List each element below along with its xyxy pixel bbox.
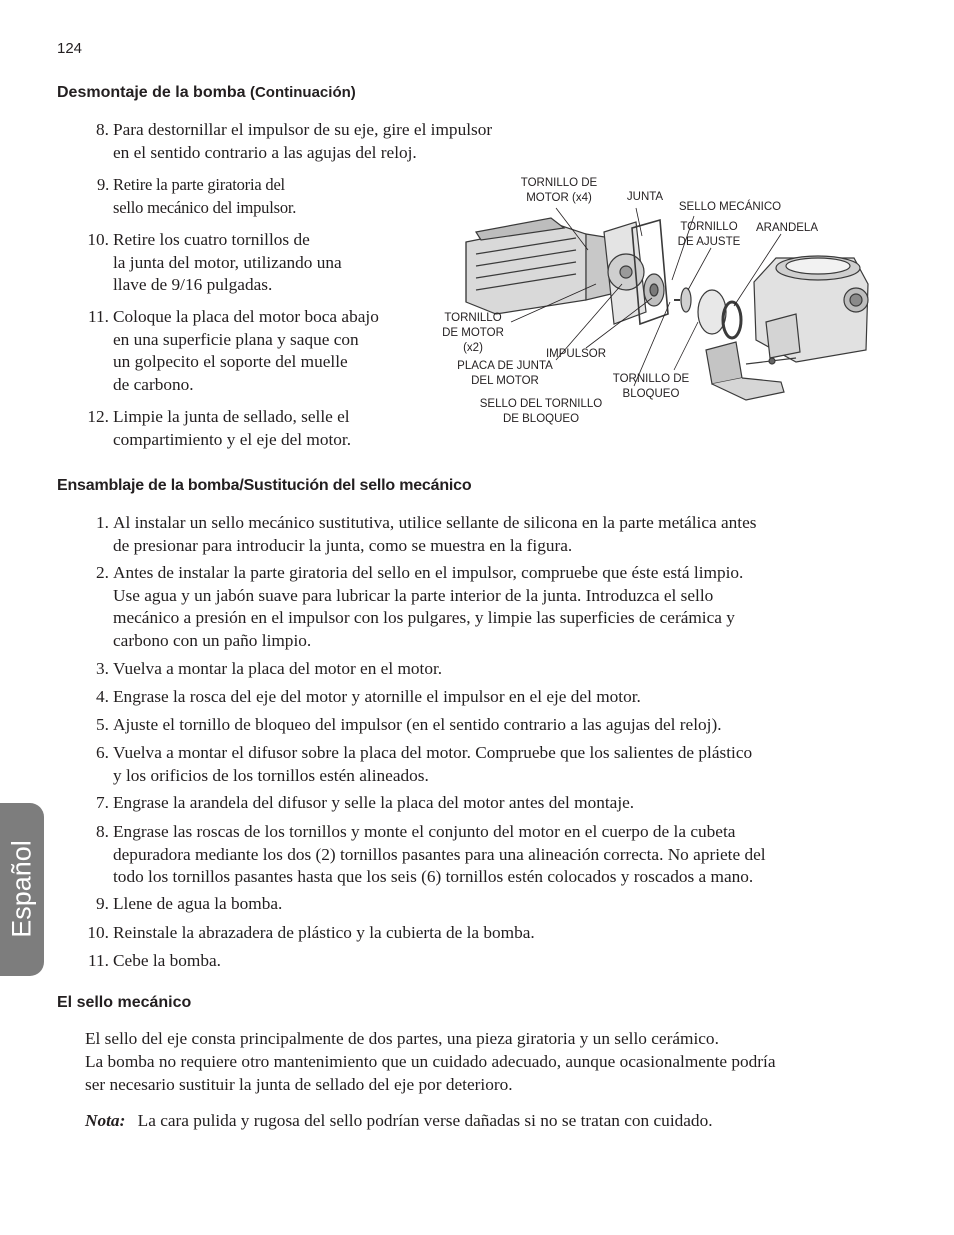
language-side-tab-label: Español bbox=[6, 840, 37, 938]
list-item-line: depuradora mediante los dos (2) tornillos pasantes para una alineación correcta. No apriete del bbox=[113, 844, 766, 864]
list-item bbox=[96, 821, 853, 889]
list-item-line: carbono con un paño limpio. bbox=[113, 630, 312, 650]
callout-placa-junta-motor bbox=[450, 359, 560, 389]
list-item-line: Retire los cuatro tornillos de bbox=[113, 230, 310, 249]
list-item-line: Para destornillar el impulsor de su eje, gire el impulsor bbox=[113, 120, 493, 139]
list-item bbox=[96, 686, 853, 709]
seal-illustration bbox=[681, 288, 691, 312]
note-label: Nota: bbox=[85, 1111, 126, 1130]
paragraph: El sello del eje consta principalmente de dos partes, una pieza giratoria y un sello cerámico. bbox=[85, 1029, 719, 1048]
callout-line: TORNILLO DE bbox=[612, 373, 690, 385]
list-item-number: 2. bbox=[96, 563, 109, 582]
callout-line: TORNILLO DE bbox=[520, 177, 598, 189]
list-item-line: Reinstale la abrazadera de plástico y la cubierta de la bomba. bbox=[113, 923, 535, 942]
paragraph-line: ser necesario sustituir la junta de sellado del eje por deterioro. bbox=[85, 1074, 513, 1094]
list-item-number: 10. bbox=[87, 923, 109, 942]
callout-line: DEL MOTOR bbox=[471, 375, 539, 387]
list-item bbox=[96, 714, 853, 737]
list-item-number: 10. bbox=[87, 230, 109, 249]
list-item-line: en una superficie plana y saque con bbox=[113, 329, 359, 349]
note bbox=[85, 1110, 855, 1133]
list-item bbox=[96, 792, 853, 815]
diffuser-illustration bbox=[698, 290, 726, 334]
list-item-number: 12. bbox=[87, 407, 109, 426]
list-item-number: 7. bbox=[96, 793, 109, 812]
list-item-line: Retire la parte giratoria del bbox=[113, 175, 285, 194]
list-item-line: Coloque la placa del motor boca abajo bbox=[113, 307, 379, 326]
list-item-number: 6. bbox=[96, 743, 109, 762]
pump-housing-illustration bbox=[754, 256, 868, 362]
list-item-line: Antes de instalar la parte giratoria del sello en el impulsor, compruebe que éste está limpio. bbox=[113, 563, 744, 582]
callout-line: BLOQUEO bbox=[622, 388, 680, 400]
callout-line: IMPULSOR bbox=[545, 348, 607, 360]
list-item-number: 9. bbox=[97, 175, 109, 194]
callout-line: (x2) bbox=[463, 342, 483, 354]
list-item-line: Ajuste el tornillo de bloqueo del impulsor (en el sentido contrario a las agujas del reloj). bbox=[113, 715, 722, 734]
list-item-line: la junta del motor, utilizando una bbox=[113, 252, 342, 272]
paragraph bbox=[85, 1051, 855, 1096]
list-item-line: de carbono. bbox=[113, 374, 194, 394]
callout-line: DE BLOQUEO bbox=[502, 413, 580, 425]
callout-line: PLACA DE JUNTA bbox=[457, 360, 553, 372]
language-side-tab bbox=[0, 803, 44, 976]
list-item-line: Use agua y un jabón suave para lubricar la parte interior de la junta. Introduzca el sello bbox=[113, 585, 714, 605]
paragraph-line: La bomba no requiere otro mantenimiento que un cuidado adecuado, aunque ocasionalmente podría bbox=[85, 1052, 776, 1071]
list-item-line: un golpecito el soporte del muelle bbox=[113, 352, 348, 372]
note-text: La cara pulida y rugosa del sello podrían verse dañadas si no se tratan con cuidado. bbox=[137, 1111, 713, 1130]
section-heading-subtitle: (Continuación) bbox=[249, 84, 356, 101]
list-item-line: todo los tornillos pasantes hasta que los seis (6) tornillos estén colocados y roscados a mano. bbox=[113, 867, 754, 887]
callout-line: ARANDELA bbox=[756, 222, 818, 234]
list-item-number: 4. bbox=[96, 687, 109, 706]
list-item-line: llave de 9/16 pulgadas. bbox=[113, 275, 273, 295]
callout-junta bbox=[620, 190, 670, 205]
list-item-number: 11. bbox=[88, 951, 109, 970]
page-number: 124 bbox=[57, 40, 83, 57]
callout-arandela bbox=[748, 221, 826, 236]
section-heading-desmontaje bbox=[57, 84, 356, 102]
callout-line: SELLO DEL TORNILLO bbox=[479, 398, 603, 410]
callout-line: DE AJUSTE bbox=[677, 236, 741, 248]
list-item bbox=[96, 512, 853, 557]
impeller-illustration bbox=[644, 274, 664, 306]
section-heading-title: Desmontaje de la bomba bbox=[57, 84, 246, 101]
list-item-line: compartimiento y el eje del motor. bbox=[113, 429, 352, 449]
list-item-line: Engrase la rosca del eje del motor y atornille el impulsor en el eje del motor. bbox=[113, 687, 641, 706]
callout-line: DE MOTOR bbox=[442, 327, 504, 339]
callout-sello-mecanico bbox=[668, 200, 792, 215]
list-item-line: y los orificios de los tornillos estén alineados. bbox=[113, 765, 429, 785]
list-item bbox=[96, 658, 853, 681]
list-item-line: Cebe la bomba. bbox=[113, 951, 221, 970]
list-item-line: Engrase las roscas de los tornillos y monte el conjunto del motor en el cuerpo de la cubeta bbox=[113, 822, 736, 841]
callout-tornillo-ajuste bbox=[672, 220, 746, 250]
list-item-line: Limpie la junta de sellado, selle el bbox=[113, 407, 350, 426]
list-item-line: de presionar para introducir la junta, como se muestra en la figura. bbox=[113, 535, 573, 555]
list-item-number: 1. bbox=[96, 513, 109, 532]
list-item-line: Vuelva a montar la placa del motor en el motor. bbox=[113, 659, 443, 678]
list-item-number: 5. bbox=[96, 715, 109, 734]
callout-line: TORNILLO bbox=[444, 312, 502, 324]
callout-tornillo-motor-x4 bbox=[500, 176, 618, 206]
section-heading-sello: El sello mecánico bbox=[57, 994, 192, 1011]
list-item bbox=[87, 229, 342, 297]
list-item-line: Al instalar un sello mecánico sustitutiva, utilice sellante de silicona en la parte metálica antes bbox=[113, 513, 757, 532]
list-item bbox=[88, 950, 853, 973]
motor-plate-illustration bbox=[604, 222, 646, 324]
section-heading-ensamblaje: Ensamblaje de la bomba/Sustitución del sello mecánico bbox=[57, 477, 472, 494]
callout-tornillo-bloqueo bbox=[604, 372, 698, 402]
list-item bbox=[96, 562, 853, 652]
callout-line: SELLO MECÁNICO bbox=[678, 201, 782, 213]
list-item-number: 9. bbox=[96, 894, 109, 913]
list-item-number: 3. bbox=[96, 659, 109, 678]
list-item bbox=[87, 406, 352, 451]
list-item-line: sello mecánico del impulsor. bbox=[113, 197, 297, 217]
motor-illustration bbox=[466, 218, 611, 314]
list-item-number: 8. bbox=[96, 822, 109, 841]
list-item bbox=[96, 742, 853, 787]
callout-line: MOTOR (x4) bbox=[526, 192, 592, 204]
list-item bbox=[88, 306, 379, 396]
list-item bbox=[96, 119, 493, 164]
list-item-number: 8. bbox=[96, 120, 109, 139]
callout-sello-tornillo-bloqueo bbox=[470, 397, 612, 427]
list-item-line: Vuelva a montar el difusor sobre la placa del motor. Compruebe que los salientes de plástico bbox=[113, 743, 753, 762]
list-item-number: 11. bbox=[88, 307, 109, 326]
list-item-line: en el sentido contrario a las agujas del reloj. bbox=[113, 142, 417, 162]
list-item-line: Llene de agua la bomba. bbox=[113, 894, 283, 913]
list-item-line: mecánico a presión en el impulsor con los pulgares, y limpie las superficies de cerámica y bbox=[113, 608, 735, 628]
list-item bbox=[96, 893, 853, 916]
list-item bbox=[97, 174, 297, 219]
callout-tornillo-motor-x2 bbox=[436, 311, 510, 356]
list-item-line: Engrase la arandela del difusor y selle la placa del motor antes del montaje. bbox=[113, 793, 635, 812]
callout-line: TORNILLO bbox=[680, 221, 738, 233]
list-item bbox=[87, 922, 853, 945]
callout-line: JUNTA bbox=[626, 191, 664, 203]
